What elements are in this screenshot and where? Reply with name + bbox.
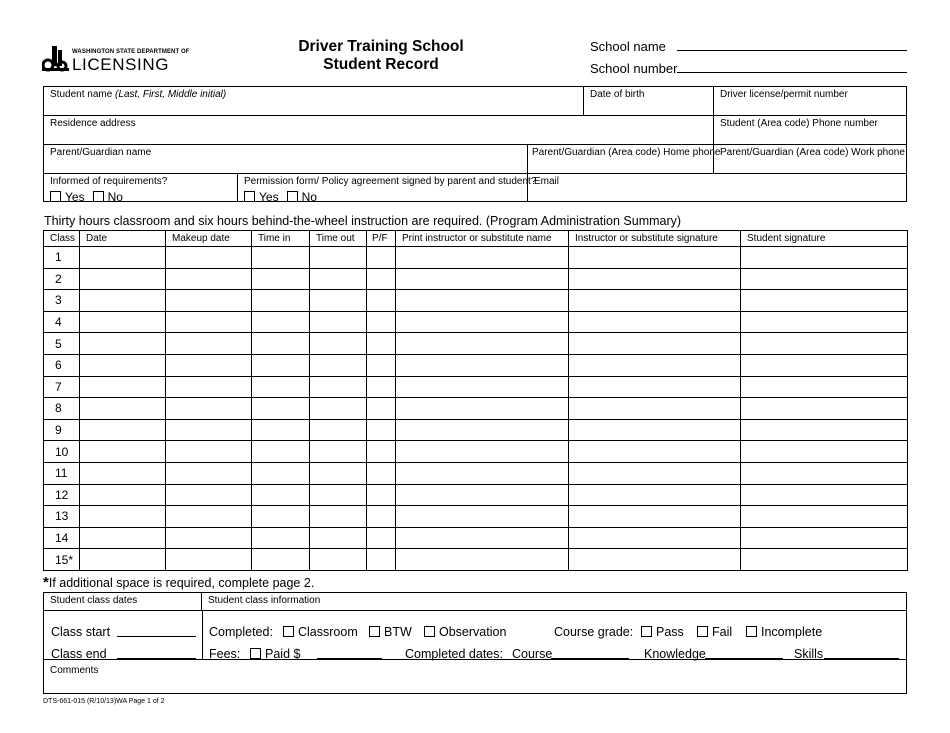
pf-cell[interactable] — [367, 398, 396, 420]
skills-date-field[interactable] — [824, 658, 899, 659]
class-number: 7 — [44, 376, 80, 398]
makeup-date-cell[interactable] — [166, 247, 252, 269]
time-out-cell[interactable] — [310, 311, 367, 333]
time-out-cell[interactable] — [310, 268, 367, 290]
student-signature-cell[interactable] — [741, 527, 908, 549]
permission-form-field — [238, 174, 537, 204]
comments-label: Comments — [50, 665, 99, 676]
footnote — [43, 576, 314, 590]
student-name-hint: (Last, First, Middle initial) — [115, 89, 227, 100]
makeup-date-cell[interactable] — [166, 268, 252, 290]
instructor-name-cell[interactable] — [396, 462, 569, 484]
permission-yes-checkbox[interactable] — [244, 191, 255, 202]
guardian-work-phone-field[interactable] — [714, 145, 906, 174]
pf-cell[interactable] — [367, 506, 396, 528]
student-phone-label: Student (Area code) Phone number — [720, 118, 878, 129]
fail-checkbox[interactable] — [697, 626, 708, 637]
paid-checkbox[interactable] — [250, 648, 261, 659]
pf-cell[interactable] — [367, 290, 396, 312]
makeup-date-cell[interactable] — [166, 419, 252, 441]
pf-cell[interactable] — [367, 549, 396, 571]
instructor-name-cell[interactable] — [396, 247, 569, 269]
column-header-student-signature: Student signature — [741, 231, 908, 247]
date-cell[interactable] — [80, 419, 166, 441]
table-row — [44, 290, 908, 312]
table-row — [44, 376, 908, 398]
skills-date-label: Skills — [794, 647, 824, 661]
column-header-class: Class — [44, 231, 80, 247]
student-signature-cell[interactable] — [741, 506, 908, 528]
time-in-cell[interactable] — [252, 311, 310, 333]
date-cell[interactable] — [80, 268, 166, 290]
class-number: 9 — [44, 419, 80, 441]
informed-requirements-field — [44, 174, 238, 204]
student-signature-cell[interactable] — [741, 290, 908, 312]
school-number-label: School number — [590, 61, 678, 76]
time-out-cell[interactable] — [310, 290, 367, 312]
permission-no-checkbox[interactable] — [287, 191, 298, 202]
date-cell[interactable] — [80, 376, 166, 398]
student-signature-cell[interactable] — [741, 484, 908, 506]
time-in-cell[interactable] — [252, 290, 310, 312]
footnote-star: * — [43, 574, 49, 591]
completed-label: Completed: — [209, 625, 273, 639]
instructor-name-cell[interactable] — [396, 398, 569, 420]
instructor-name-cell[interactable] — [396, 268, 569, 290]
date-cell[interactable] — [80, 333, 166, 355]
class-end-field[interactable] — [117, 658, 196, 659]
instructor-name-cell[interactable] — [396, 506, 569, 528]
student-signature-cell[interactable] — [741, 247, 908, 269]
student-signature-cell[interactable] — [741, 549, 908, 571]
school-name-label: School name — [590, 39, 666, 54]
permission-no-label: No — [301, 190, 317, 204]
column-header-pf: P/F — [367, 231, 396, 247]
course-date-field[interactable] — [551, 658, 629, 659]
informed-yes-checkbox[interactable] — [50, 191, 61, 202]
class-start-field[interactable] — [117, 636, 196, 637]
pf-cell[interactable] — [367, 527, 396, 549]
class-number: 3 — [44, 290, 80, 312]
license-number-label: Driver license/permit number — [720, 89, 848, 100]
date-cell[interactable] — [80, 484, 166, 506]
time-in-cell[interactable] — [252, 268, 310, 290]
time-out-cell[interactable] — [310, 441, 367, 463]
fail-label: Fail — [712, 625, 733, 639]
table-header-row — [44, 231, 908, 247]
form-title: Driver Training School — [298, 38, 464, 55]
table-row — [44, 268, 908, 290]
informed-no-label: No — [107, 190, 123, 204]
course-date-label: Course — [512, 647, 553, 661]
paid-amount-field[interactable] — [317, 658, 382, 659]
class-number: 1 — [44, 247, 80, 269]
time-out-cell[interactable] — [310, 419, 367, 441]
class-number: 4 — [44, 311, 80, 333]
student-signature-cell[interactable] — [741, 376, 908, 398]
permission-form-label: Permission form/ Policy agreement signed by parent and student? — [244, 176, 537, 187]
pass-checkbox[interactable] — [641, 626, 652, 637]
makeup-date-cell[interactable] — [166, 462, 252, 484]
btw-label: BTW — [384, 625, 412, 639]
instructor-signature-cell[interactable] — [569, 549, 741, 571]
knowledge-date-field[interactable] — [705, 658, 783, 659]
time-in-cell[interactable] — [252, 247, 310, 269]
fees-label: Fees: — [209, 647, 241, 661]
date-cell[interactable] — [80, 527, 166, 549]
logo-licensing-text: LICENSING — [72, 55, 170, 74]
time-out-cell[interactable] — [310, 354, 367, 376]
guardian-home-phone-field[interactable] — [528, 145, 721, 174]
date-cell[interactable] — [80, 441, 166, 463]
form-id: DTS-661-015 (R/10/13)WA Page 1 of 2 — [43, 698, 165, 705]
class-number: 11 — [44, 462, 80, 484]
instructor-signature-cell[interactable] — [569, 398, 741, 420]
column-header-time-out: Time out — [310, 231, 367, 247]
class-number: 10 — [44, 441, 80, 463]
license-number-field[interactable] — [714, 87, 906, 116]
course-grade-label: Course grade: — [554, 625, 634, 639]
informed-yes-label: Yes — [65, 190, 85, 204]
date-cell[interactable] — [80, 247, 166, 269]
footnote-text: If additional space is required, complete page 2. — [48, 576, 315, 590]
pf-cell[interactable] — [367, 462, 396, 484]
time-in-cell[interactable] — [252, 333, 310, 355]
classroom-label: Classroom — [298, 625, 358, 639]
column-header-date: Date — [80, 231, 166, 247]
makeup-date-cell[interactable] — [166, 527, 252, 549]
class-end-label: Class end — [51, 647, 107, 661]
instructor-signature-cell[interactable] — [569, 462, 741, 484]
table-row — [44, 484, 908, 506]
time-in-cell[interactable] — [252, 549, 310, 571]
time-out-cell[interactable] — [310, 484, 367, 506]
class-attendance-table — [43, 230, 908, 571]
school-name-field[interactable] — [677, 50, 907, 51]
table-row — [44, 354, 908, 376]
table-row — [44, 311, 908, 333]
table-row — [44, 506, 908, 528]
knowledge-date-label: Knowledge — [644, 647, 706, 661]
instructor-name-cell[interactable] — [396, 354, 569, 376]
time-out-cell[interactable] — [310, 376, 367, 398]
instructor-name-cell[interactable] — [396, 419, 569, 441]
comments-field[interactable] — [44, 660, 906, 693]
time-in-cell[interactable] — [252, 527, 310, 549]
table-row — [44, 549, 908, 571]
makeup-date-cell[interactable] — [166, 441, 252, 463]
student-name-label: Student name — [50, 89, 113, 100]
instructor-signature-cell[interactable] — [569, 268, 741, 290]
btw-checkbox[interactable] — [369, 626, 380, 637]
pf-cell[interactable] — [367, 333, 396, 355]
instructor-name-cell[interactable] — [396, 311, 569, 333]
date-of-birth-label: Date of birth — [590, 89, 645, 100]
pf-cell[interactable] — [367, 376, 396, 398]
class-number: 5 — [44, 333, 80, 355]
licensing-logo-icon — [42, 46, 70, 72]
instructor-signature-cell[interactable] — [569, 311, 741, 333]
makeup-date-cell[interactable] — [166, 398, 252, 420]
instructor-signature-cell[interactable] — [569, 441, 741, 463]
table-row — [44, 247, 908, 269]
date-cell[interactable] — [80, 354, 166, 376]
column-header-instructor-name: Print instructor or substitute name — [396, 231, 569, 247]
makeup-date-cell[interactable] — [166, 311, 252, 333]
instructor-name-cell[interactable] — [396, 376, 569, 398]
column-header-makeup-date: Makeup date — [166, 231, 252, 247]
makeup-date-cell[interactable] — [166, 290, 252, 312]
pf-cell[interactable] — [367, 311, 396, 333]
table-row — [44, 527, 908, 549]
date-cell[interactable] — [80, 506, 166, 528]
student-signature-cell[interactable] — [741, 268, 908, 290]
pf-cell[interactable] — [367, 484, 396, 506]
student-signature-cell[interactable] — [741, 441, 908, 463]
class-number: 2 — [44, 268, 80, 290]
time-in-cell[interactable] — [252, 398, 310, 420]
form-subtitle: Student Record — [323, 56, 439, 73]
instructor-signature-cell[interactable] — [569, 527, 741, 549]
incomplete-checkbox[interactable] — [746, 626, 757, 637]
time-in-cell[interactable] — [252, 484, 310, 506]
student-phone-field[interactable] — [714, 116, 906, 145]
time-out-cell[interactable] — [310, 398, 367, 420]
guardian-name-label: Parent/Guardian name — [50, 147, 152, 158]
class-info-header: Student class information — [202, 593, 906, 611]
observation-label: Observation — [439, 625, 507, 639]
date-cell[interactable] — [80, 311, 166, 333]
student-signature-cell[interactable] — [741, 419, 908, 441]
table-row — [44, 419, 908, 441]
email-field[interactable] — [528, 174, 906, 201]
completed-dates-label: Completed dates: — [405, 647, 503, 661]
date-cell[interactable] — [80, 462, 166, 484]
class-number: 13 — [44, 506, 80, 528]
class-number: 14 — [44, 527, 80, 549]
residence-address-label: Residence address — [50, 118, 136, 129]
instructor-signature-cell[interactable] — [569, 247, 741, 269]
student-signature-cell[interactable] — [741, 462, 908, 484]
makeup-date-cell[interactable] — [166, 549, 252, 571]
makeup-date-cell[interactable] — [166, 376, 252, 398]
completion-box — [43, 592, 907, 694]
incomplete-label: Incomplete — [761, 625, 823, 639]
email-label: Email — [534, 176, 560, 187]
column-header-instructor-signature: Instructor or substitute signature — [569, 231, 741, 247]
informed-requirements-label: Informed of requirements? — [50, 176, 168, 187]
school-number-field[interactable] — [677, 72, 907, 73]
instructor-name-cell[interactable] — [396, 290, 569, 312]
table-row — [44, 333, 908, 355]
instructor-name-cell[interactable] — [396, 333, 569, 355]
class-number: 15* — [44, 549, 80, 571]
permission-yes-label: Yes — [259, 190, 279, 204]
instructor-signature-cell[interactable] — [569, 290, 741, 312]
student-name-field[interactable] — [44, 87, 584, 116]
instructor-name-cell[interactable] — [396, 441, 569, 463]
logo-department-text: WASHINGTON STATE DEPARTMENT OF — [72, 49, 190, 55]
makeup-date-cell[interactable] — [166, 506, 252, 528]
instructor-signature-cell[interactable] — [569, 506, 741, 528]
guardian-work-phone-label: Parent/Guardian (Area code) Work phone — [720, 147, 905, 158]
guardian-home-phone-label: Parent/Guardian (Area code) Home phone — [532, 147, 721, 158]
class-start-label: Class start — [51, 625, 111, 639]
dol-logo — [42, 46, 190, 74]
date-cell[interactable] — [80, 290, 166, 312]
instructor-signature-cell[interactable] — [569, 354, 741, 376]
time-in-cell[interactable] — [252, 419, 310, 441]
student-signature-cell[interactable] — [741, 333, 908, 355]
instructor-name-cell[interactable] — [396, 484, 569, 506]
table-row — [44, 462, 908, 484]
instructor-name-cell[interactable] — [396, 549, 569, 571]
instructor-signature-cell[interactable] — [569, 333, 741, 355]
instructor-signature-cell[interactable] — [569, 419, 741, 441]
instructor-signature-cell[interactable] — [569, 484, 741, 506]
pf-cell[interactable] — [367, 247, 396, 269]
instructor-name-cell[interactable] — [396, 527, 569, 549]
classroom-checkbox[interactable] — [283, 626, 294, 637]
time-in-cell[interactable] — [252, 376, 310, 398]
informed-no-checkbox[interactable] — [93, 191, 104, 202]
time-out-cell[interactable] — [310, 506, 367, 528]
time-in-cell[interactable] — [252, 441, 310, 463]
time-in-cell[interactable] — [252, 462, 310, 484]
time-out-cell[interactable] — [310, 549, 367, 571]
makeup-date-cell[interactable] — [166, 484, 252, 506]
class-number: 6 — [44, 354, 80, 376]
time-out-cell[interactable] — [310, 527, 367, 549]
pass-label: Pass — [656, 625, 684, 639]
student-info-box — [43, 86, 907, 202]
student-signature-cell[interactable] — [741, 398, 908, 420]
time-out-cell[interactable] — [310, 333, 367, 355]
time-in-cell[interactable] — [252, 354, 310, 376]
date-cell[interactable] — [80, 549, 166, 571]
date-cell[interactable] — [80, 398, 166, 420]
paid-label: Paid $ — [265, 647, 301, 661]
class-dates-header: Student class dates — [44, 593, 202, 611]
makeup-date-cell[interactable] — [166, 333, 252, 355]
pf-cell[interactable] — [367, 441, 396, 463]
student-signature-cell[interactable] — [741, 354, 908, 376]
column-header-time-in: Time in — [252, 231, 310, 247]
time-out-cell[interactable] — [310, 247, 367, 269]
instructor-signature-cell[interactable] — [569, 376, 741, 398]
class-number: 8 — [44, 398, 80, 420]
residence-address-field[interactable] — [44, 116, 714, 145]
pf-cell[interactable] — [367, 354, 396, 376]
date-of-birth-field[interactable] — [584, 87, 714, 116]
table-row — [44, 441, 908, 463]
time-in-cell[interactable] — [252, 506, 310, 528]
observation-checkbox[interactable] — [424, 626, 435, 637]
makeup-date-cell[interactable] — [166, 354, 252, 376]
guardian-name-field[interactable] — [44, 145, 528, 174]
pf-cell[interactable] — [367, 419, 396, 441]
class-number: 12 — [44, 484, 80, 506]
instruction-requirement-note: Thirty hours classroom and six hours behind-the-wheel instruction are required. (Program Administration Summary) — [44, 214, 682, 228]
student-signature-cell[interactable] — [741, 311, 908, 333]
pf-cell[interactable] — [367, 268, 396, 290]
completion-divider — [202, 611, 203, 659]
table-row — [44, 398, 908, 420]
time-out-cell[interactable] — [310, 462, 367, 484]
